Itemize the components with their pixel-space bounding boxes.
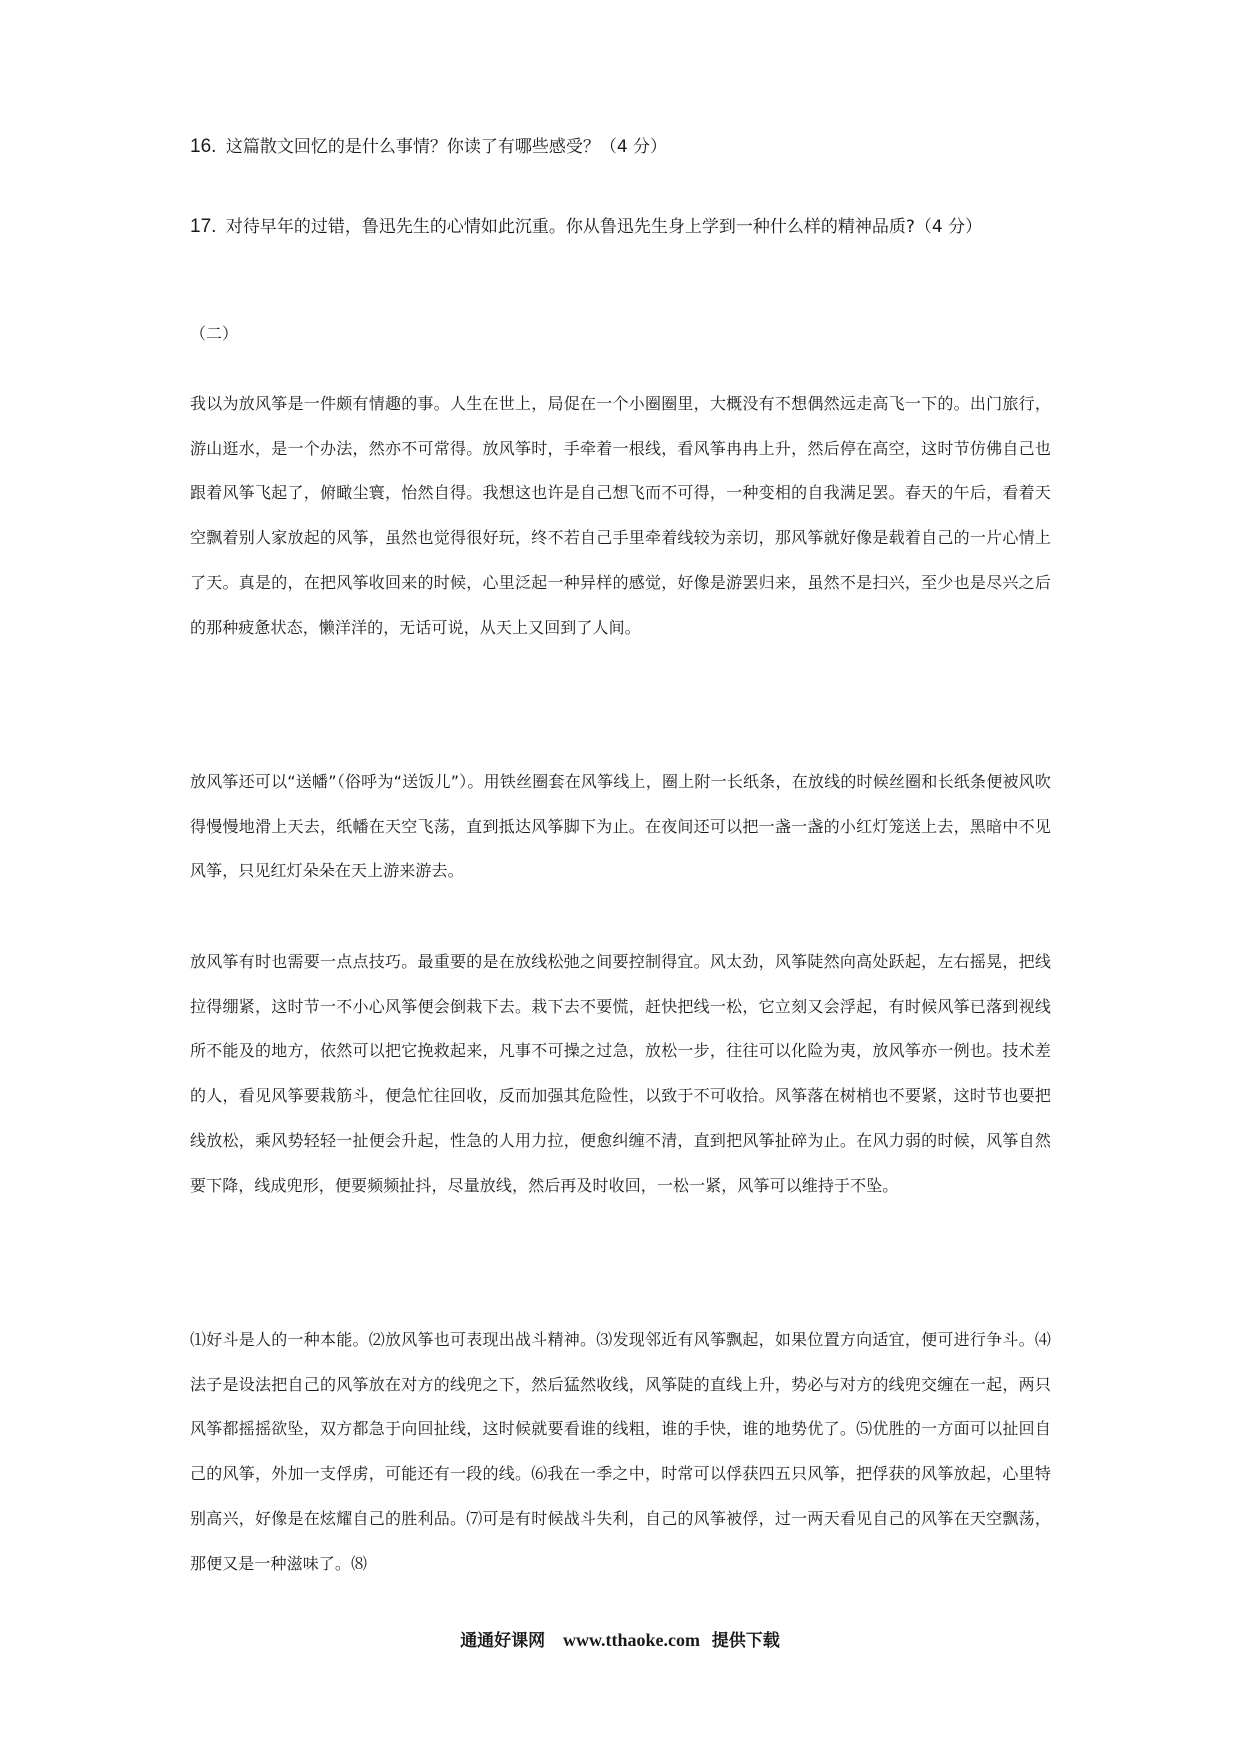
question-17 — [190, 215, 1070, 239]
question-number: 16. — [190, 136, 217, 157]
paragraph-2: 放风筝还可以“送幡”（俗呼为“送饭儿”）。用铁丝圈套在风筝线上，圈上附一长纸条，在放线的时候丝圈和长纸条便被风吹得慢慢地滑上天去，纸幡在天空飞荡，直到抵达风筝脚下为止。在夜间还可以把一盏一盏的小红灯笼送上去，黑暗中不见风筝，只见红灯朵朵在天上游来游去。 — [190, 772, 1051, 881]
paragraph-3: 放风筝有时也需要一点点技巧。最重要的是在放线松弛之间要控制得宜。风太劲，风筝陡然向高处跃起，左右摇晃，把线拉得绷紧，这时节一不小心风筝便会倒栽下去。栽下去不要慌，赶快把线一松，它立刻又会浮起，有时候风筝已落到视线所不能及的地方，依然可以把它挽救起来，凡事不可操之过急，放松一步，往往可以化险为夷，放风筝亦一例也。技术差的人，看见风筝要栽筋斗，便急忙往回收，反而加强其危险性，以致于不可收拾。风筝落在树梢也不要紧，这时节也要把线放松，乘风势轻轻一扯便会升起，性急的人用力拉，便愈纠缠不清，直到把风筝扯碎为止。在风力弱的时候，风筝自然要下降，线成兜形，便要频频扯抖，尽量放线，然后再及时收回，一松一紧，风筝可以维持于不坠。 — [190, 952, 1051, 1195]
footer-download-text: 提供下载 — [711, 1631, 780, 1651]
footer-site-name: 通通好课网 — [460, 1631, 546, 1651]
paragraph-1: 我以为放风筝是一件颇有情趣的事。人生在世上，局促在一个小圈圈里，大概没有不想偶然远走高飞一下的。出门旅行，游山逛水，是一个办法，然亦不可常得。放风筝时，手牵着一根线，看风筝冉冉上升，然后停在高空，这时节仿佛自己也跟着风筝飞起了，俯瞰尘寰，怡然自得。我想这也许是自己想飞而不可得，一种变相的自我满足罢。春天的午后，看着天空飘着别人家放起的风筝，虽然也觉得很好玩，终不若自己手里牵着线较为亲切，那风筝就好像是载着自己的一片心情上了天。真是的，在把风筝收回来的时候，心里泛起一种异样的感觉，好像是游罢归来，虽然不是扫兴，至少也是尽兴之后的那种疲惫状态，懒洋洋的，无话可说，从天上又回到了人间。 — [190, 394, 1051, 637]
question-text: 对待早年的过错，鲁迅先生的心情如此沉重。你从鲁迅先生身上学到一种什么样的精神品质?（4 分） — [225, 217, 983, 237]
paragraph-4: ⑴好斗是人的一种本能。⑵放风筝也可表现出战斗精神。⑶发现邻近有风筝飘起，如果位置方向适宜，便可进行争斗。⑷法子是设法把自己的风筝放在对方的线兜之下，然后猛然收线，风筝陡的直线上升，势必与对方的线兜交缠在一起，两只风筝都摇摇欲坠，双方都急于向回扯线，这时候就要看谁的线粗，谁的手快，谁的地势优了。⑸优胜的一方面可以扯回自己的风筝，外加一支俘虏，可能还有一段的线。⑹我在一季之中，时常可以俘获四五只风筝，把俘获的风筝放起，心里特别高兴，好像是在炫耀自己的胜利品。⑺可是有时候战斗失利，自己的风筝被俘，过一两天看见自己的风筝在天空飘荡，那便又是一种滋味了。⑻ — [190, 1330, 1051, 1573]
question-number: 17. — [190, 216, 217, 237]
section-heading: （二） — [190, 324, 239, 343]
footer-url: www.tthaoke.com — [562, 1630, 700, 1650]
footer-credit — [0, 1628, 1240, 1653]
question-16 — [190, 135, 1070, 159]
question-text: 这篇散文回忆的是什么事情？你读了有哪些感受？（4 分） — [225, 137, 668, 157]
